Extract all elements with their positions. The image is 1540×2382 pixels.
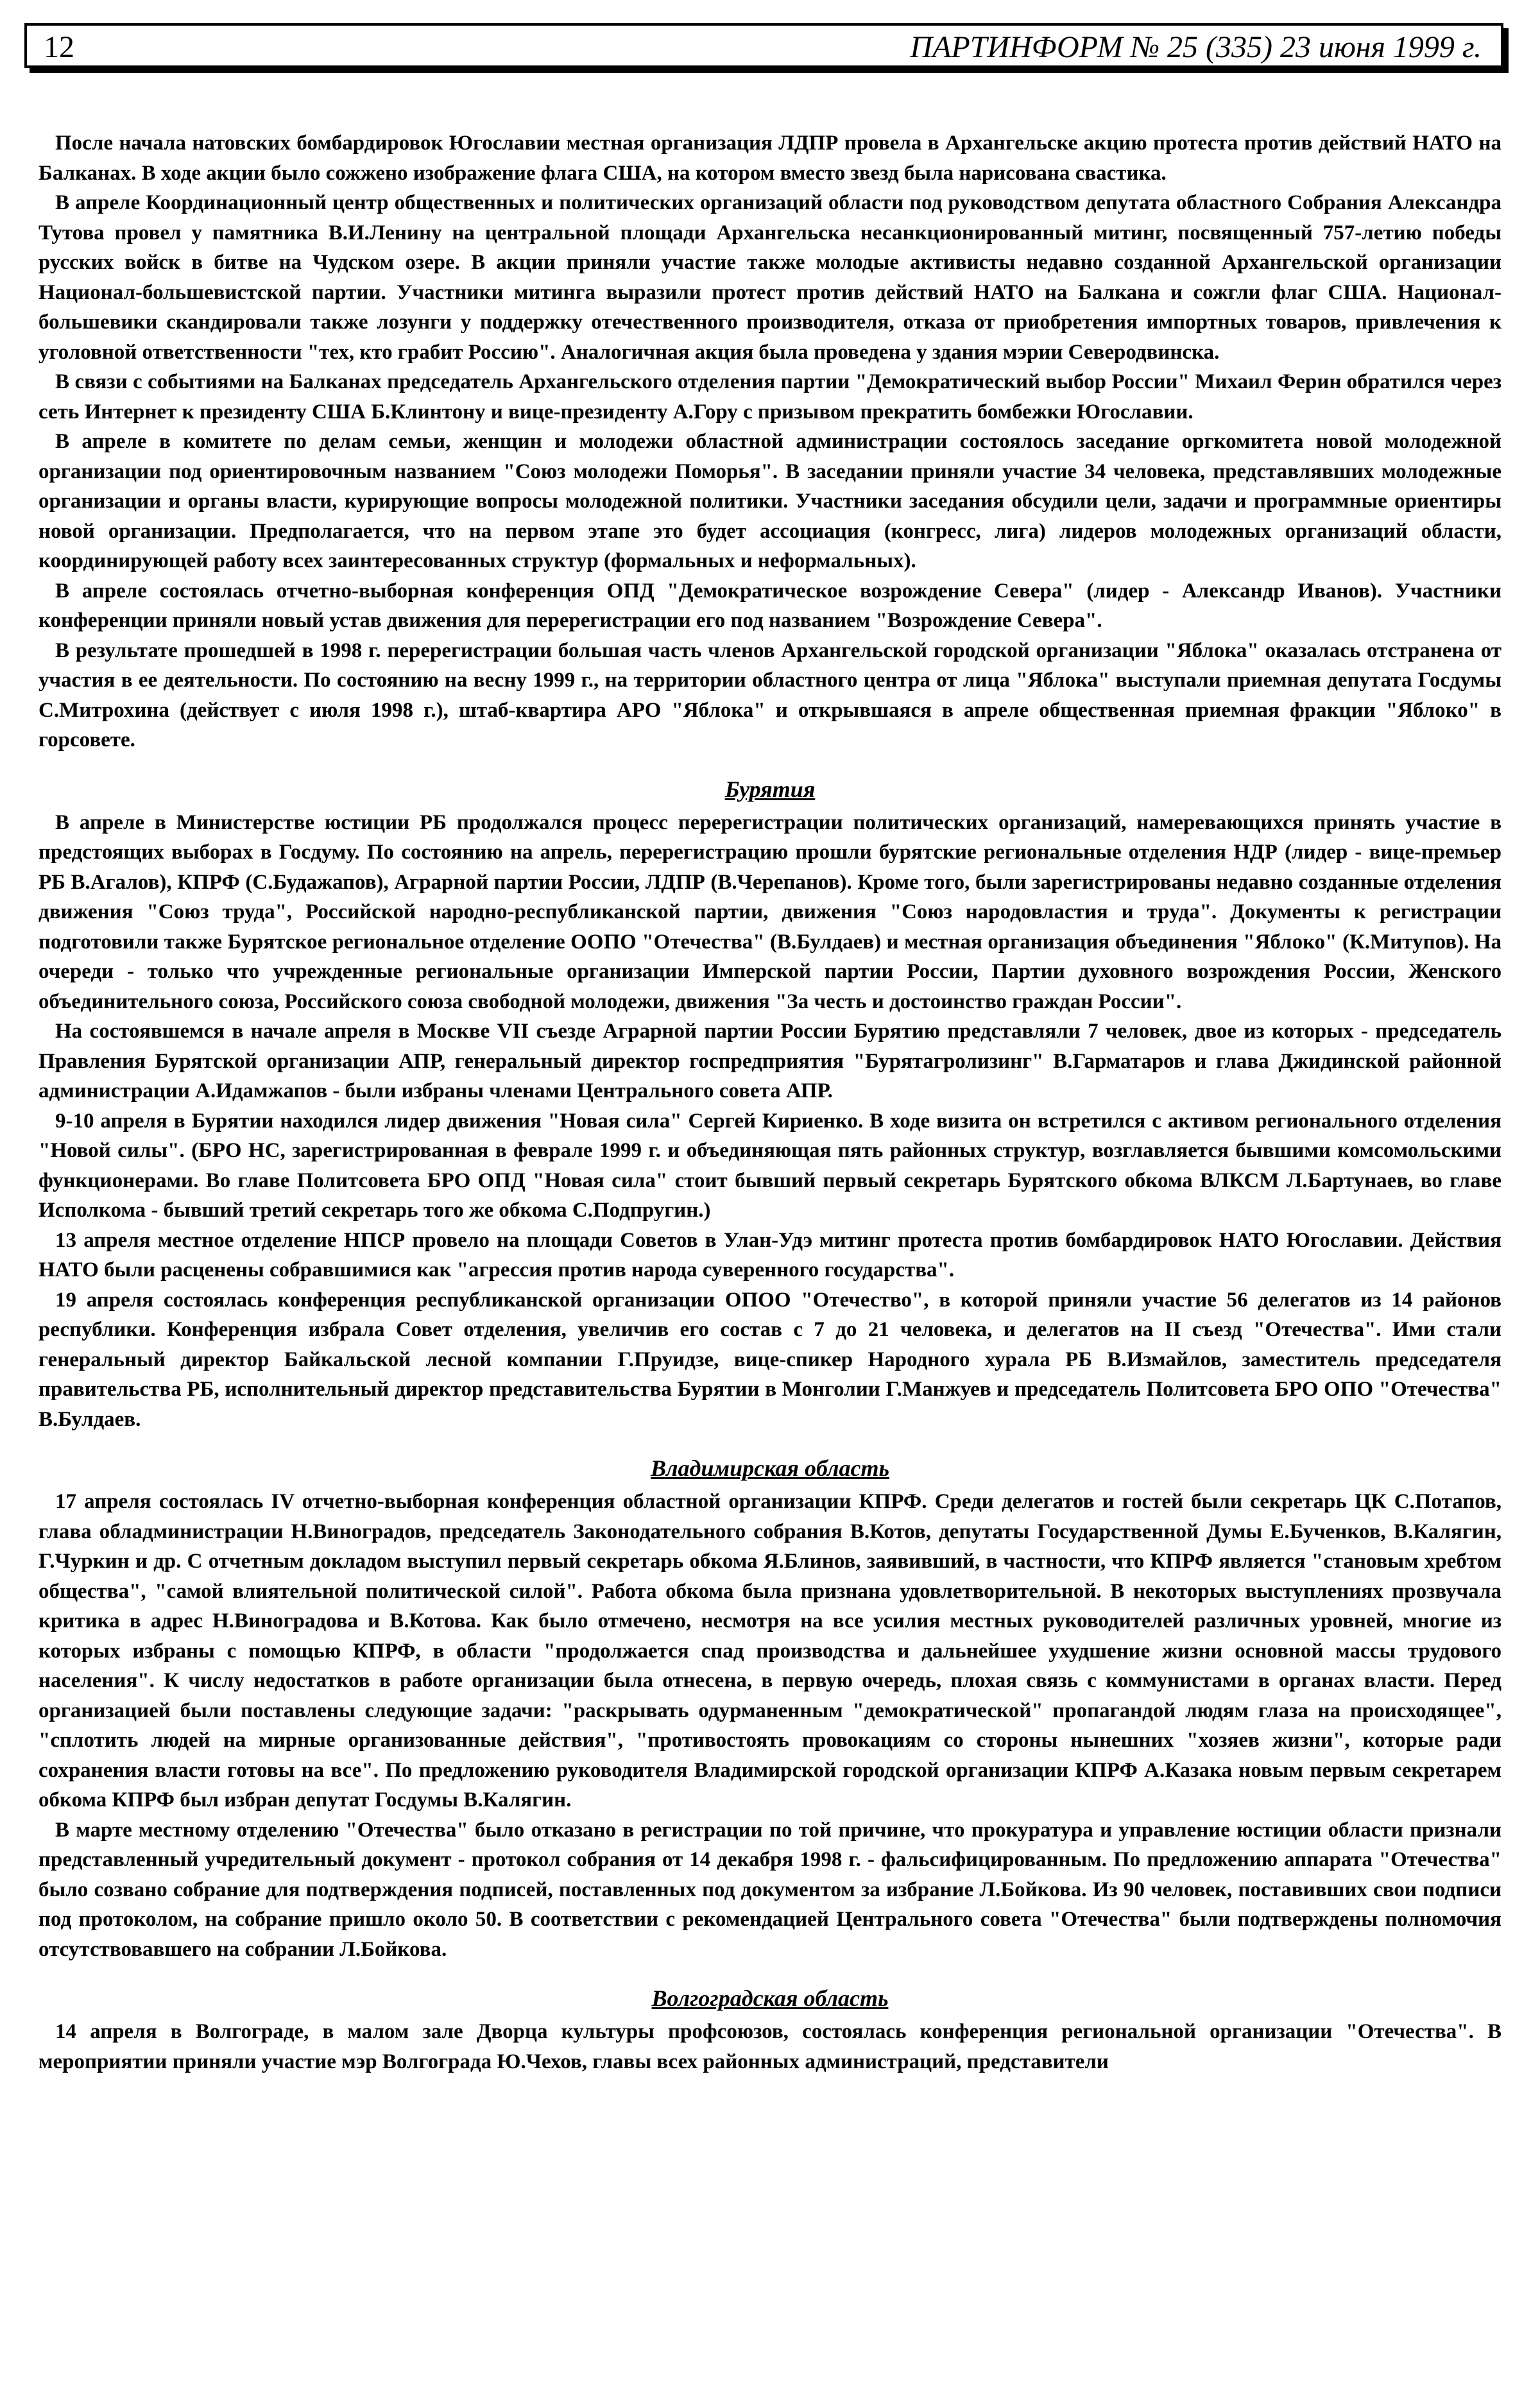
section-buryatia	[38, 775, 1502, 1435]
section-heading-buryatia: Бурятия	[724, 776, 816, 802]
page-header	[24, 23, 1503, 68]
paragraph: В связи с событиями на Балканах председатель Архангельского отделения партии "Демократический выбор России" Михаил Ферин обратился через сеть Интернет к президенту США Б.Клинтону и вице-президенту А.Гору с призывом прекратить бомбежки Югославии.	[38, 370, 1502, 424]
paragraph: 9-10 апреля в Бурятии находился лидер движения "Новая сила" Сергей Кириенко. В ходе визита он встретился с активом регионального отделения "Новой силы". (БРО НС, зарегистрированная в феврале 1999 г. и объединяющая пять районных структур, возглавляется бывшими комсомольскими функционерами. Во главе Политсовета БРО ОПД "Новая сила" стоит бывший первый секретарь Бурятского обкома ВЛКСМ Л.Бартунаев, во главе Исполкома - бывший третий секретарь того же обкома С.Подпругин.)	[38, 1109, 1502, 1222]
section-heading-volgograd: Волгоградская область	[651, 1985, 889, 2011]
paragraph: 17 апреля состоялась IV отчетно-выборная конференция областной организации КПРФ. Среди делегатов и гостей были секретарь ЦК С.Потапов, глава обладминистрации Н.Виноградов, председатель Законодательного собрания В.Котов, депутаты Государственной Думы Е.Бученков, В.Калягин, Г.Чуркин и др. С отчетным докладом выступил первый секретарь обкома Я.Блинов, заявивший, в частности, что КПРФ является "становым хребтом общества", "самой влиятельной политической силой". Работа обкома была признана удовлетворительной. В некоторых выступлениях прозвучала критика в адрес Н.Виноградова и В.Котова. Как было отмечено, несмотря на все усилия местных руководителей различных уровней, многие из которых избраны с помощью КПРФ, в области "продолжается спад производства и дальнейшее ухудшение жизни основной массы трудового населения". К числу недостатков в работе организации была отнесена, в первую очередь, плохая связь с коммунистами в органах власти. Перед организацией были поставлены следующие задачи: "раскрывать одурманенным "демократической" пропагандой людям глаза на происходящее", "сплотить людей на мирные организованные действия", "противостоять провокациям со стороны нынешних "хозяев жизни", которые ради сохранения власти готовы на все". По предложению руководителя Владимирской городской организации КПРФ А.Казака новым первым секретарем обкома КПРФ был избран депутат Госдумы В.Калягин.	[38, 1490, 1502, 1812]
publication-title: ПАРТИНФОРМ № 25 (335) 23 июня 1999 г.	[910, 30, 1482, 64]
paragraph: 13 апреля местное отделение НПСР провело на площади Советов в Улан-Удэ митинг протеста против бомбардировок НАТО Югославии. Действия НАТО были расценены собравшимися как "агрессия против народа суверенного государства".	[38, 1228, 1502, 1281]
paragraph: 14 апреля в Волгограде, в малом зале Дворца культуры профсоюзов, состоялась конференция региональной организации "Отечества". В мероприятии приняли участие мэр Волгограда Ю.Чехов, главы всех районных администраций, представители	[38, 2020, 1502, 2073]
paragraph: В результате прошедшей в 1998 г. перерегистрации большая часть членов Архангельской городской организации "Яблока" оказалась отстранена от участия в ее деятельности. По состоянию на весну 1999 г., на территории областного центра от лица "Яблока" выступали приемная депутата Госдумы С.Митрохина (действует с июля 1998 г.), штаб-квартира АРО "Яблока" и открывшаяся в апреле общественная приемная фракции "Яблоко" в горсовете.	[38, 638, 1502, 751]
paragraph: После начала натовских бомбардировок Югославии местная организация ЛДПР провела в Архангельске акцию протеста против действий НАТО на Балканах. В ходе акции было сожжено изображение флага США, на котором вместо звезд была нарисована свастика.	[38, 132, 1502, 185]
section-volgograd	[38, 1984, 1502, 2077]
paragraph: На состоявшемся в начале апреля в Москве VII съезде Аграрной партии России Бурятию представляли 7 человек, двое из которых - председатель Правления Бурятской организации АПР, генеральный директор госпредприятия "Бурятагролизинг" В.Гарматаров и глава Джидинской районной администрации А.Идамжапов - были избраны членами Центрального совета АПР.	[38, 1020, 1502, 1102]
paragraph: В апреле Координационный центр общественных и политических организаций области под руководством депутата областного Собрания Александра Тутова провел у памятника В.И.Ленину на центральной площади Архангельска несанкционированный митинг, посвященный 757-летию победы русских войск в битве на Чудском озере. В акции приняли участие также молодые активисты недавно созданной Архангельской организации Национал-большевистской партии. Участники митинга выразили протест против действий НАТО на Балкана и сожгли флаг США. Национал-большевики скандировали также лозунги у поддержку отечественного производителя, отказа от приобретения импортных товаров, привлечения к уголовной ответственности "тех, кто грабит Россию". Аналогичная акция была проведена у здания мэрии Северодвинска.	[38, 191, 1502, 364]
page-number: 12	[44, 30, 74, 64]
section-arkhangelsk-continued	[38, 128, 1502, 755]
section-vladimir	[38, 1453, 1502, 1964]
paragraph: В марте местному отделению "Отечества" было отказано в регистрации по той причине, что прокуратура и управление юстиции области признали представленный учредительный документ - протокол собрания от 14 декабря 1998 г. - фальсифицированным. По предложению аппарата "Отечества" было созвано собрание для подтверждения подписей, поставленных под документом за избрание Л.Бойкова. Из 90 человек, поставивших свои подписи под протоколом, на собрание пришло около 50. В соответствии с рекомендацией Центрального совета "Отечества" были подтверждены полномочия отсутствовавшего на собрании Л.Бойкова.	[38, 1818, 1502, 1961]
section-heading-vladimir: Владимирская область	[651, 1455, 889, 1481]
paragraph: В апреле в комитете по делам семьи, женщин и молодежи областной администрации состоялось заседание оргкомитета новой молодежной организации под ориентировочным названием "Союз молодежи Поморья". В заседании приняли участие 34 человека, представлявших молодежные организации и органы власти, курирующие вопросы молодежной политики. Участники заседания обсудили цели, задачи и программные ориентиры новой организации. Предполагается, что на первом этапе это будет ассоциация (конгресс, лига) лидеров молодежных организаций области, координирующей работу всех заинтересованных структур (формальных и неформальных).	[38, 430, 1502, 572]
paragraph: В апреле состоялась отчетно-выборная конференция ОПД "Демократическое возрождение Севера" (лидер - Александр Иванов). Участники конференции приняли новый устав движения для перерегистрации его под названием "Возрождение Севера".	[38, 579, 1502, 632]
paragraph: 19 апреля состоялась конференция республиканской организации ОПОО "Отечество", в которой приняли участие 56 делегатов из 14 районов республики. Конференция избрала Совет отделения, увеличив его состав с 7 до 21 человека, и делегатов на II съезд "Отечества". Ими стали генеральный директор Байкальской лесной компании Г.Пруидзе, вице-спикер Народного хурала РБ В.Измайлов, заместитель председателя правительства РБ, исполнительный директор представительства Бурятии в Монголии Г.Манжуев и председатель Политсовета БРО ОПО "Отечества" В.Булдаев.	[38, 1288, 1502, 1431]
article-body	[38, 128, 1502, 2077]
paragraph: В апреле в Министерстве юстиции РБ продолжался процесс перерегистрации политических организаций, намеревающихся принять участие в предстоящих выборах в Госдуму. По состоянию на апрель, перерегистрацию прошли бурятские региональные отделения НДР (лидер - вице-премьер РБ В.Агалов), КПРФ (С.Будажапов), Аграрной партии России, ЛДПР (В.Черепанов). Кроме того, были зарегистрированы недавно созданные отделения движения "Союз труда", Российской народно-республиканской партии, движения "Союз народовластия и труда". Документы к регистрации подготовили также Бурятское региональное отделение ООПО "Отечества" (В.Булдаев) и местная организация объединения "Яблоко" (К.Митупов). На очереди - только что учрежденные региональные организации Имперской партии России, Партии духовного возрождения России, Женского объединительного союза, Российского союза свободной молодежи, движения "За честь и достоинство граждан России".	[38, 810, 1502, 1013]
